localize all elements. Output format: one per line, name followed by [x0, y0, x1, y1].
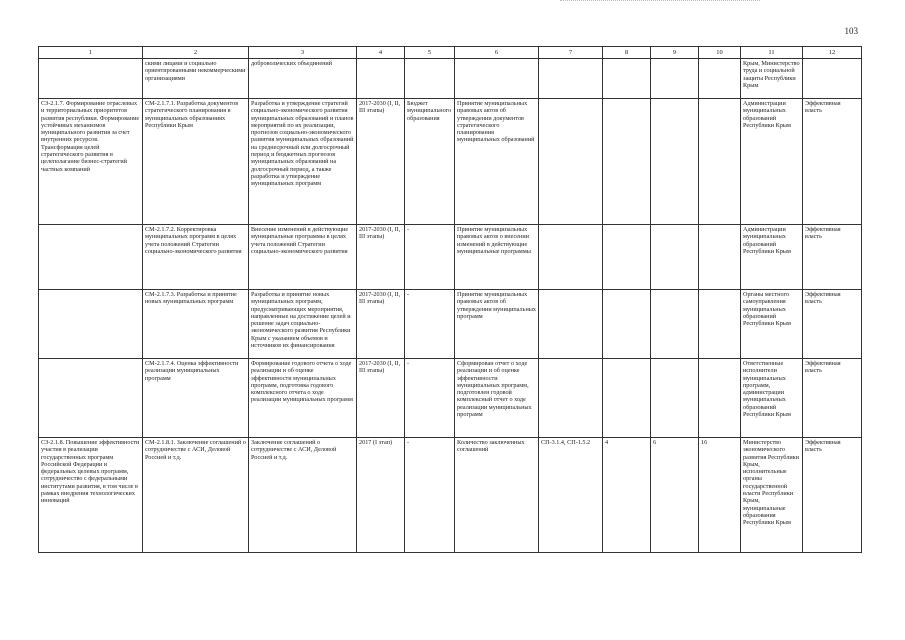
table-cell: [603, 290, 651, 359]
goal-cell: СЗ-2.1.7. Формирование отраслевых и территориальных приоритетов развития республики. Формирование устойчивых механизмов муниципального развития за счет внутренних ресурсов. Трансформация целей стратегического развития в целеполагание бизнес-стратегий частных компаний: [39, 99, 143, 225]
table-cell: 16: [699, 438, 741, 553]
table-cell: [39, 359, 143, 438]
page-number: 103: [844, 26, 858, 36]
header-cell: 6: [455, 47, 539, 59]
table-cell: -: [405, 225, 455, 290]
table-cell: 2017-2030 (I, II, III этапы): [357, 359, 405, 438]
table-cell: Органы местного самоуправления муниципальных образований Республики Крым: [741, 290, 803, 359]
table-cell: [603, 99, 651, 225]
table-row: [39, 438, 862, 553]
table-cell: [699, 359, 741, 438]
scan-artifact: [560, 0, 760, 3]
table-cell: [803, 59, 862, 99]
table-cell: [455, 59, 539, 99]
table-cell: [651, 290, 699, 359]
strategy-table: [38, 46, 862, 553]
header-cell: 10: [699, 47, 741, 59]
table-cell: Внесение изменений в действующие муниципальные программы в целях учета положений Стратегии социально-экономического развития: [249, 225, 357, 290]
table-cell: СМ-2.1.7.2. Корректировка муниципальных программ в целях учета положений Стратегии социально-экономического развития: [143, 225, 249, 290]
table-cell: [651, 59, 699, 99]
table-cell: [603, 359, 651, 438]
table-cell: [39, 59, 143, 99]
table-cell: Эффективная власть: [803, 225, 862, 290]
table-cell: 4: [603, 438, 651, 553]
table-cell: Эффективная власть: [803, 290, 862, 359]
table-cell: -: [405, 290, 455, 359]
table-cell: Министерство экономического развития Республики Крым, исполнительные органы государственной власти Республики Крым, муниципальные образования Республики Крым: [741, 438, 803, 553]
table-cell: [699, 59, 741, 99]
table-cell: [539, 225, 603, 290]
header-cell: 2: [143, 47, 249, 59]
table-cell: Сформирован отчет о ходе реализации и об оценке эффективности муниципальных программ, подготовлен годовой комплексный отчет о ходе реализации муниципальных программ: [455, 359, 539, 438]
table-cell: Эффективная власть: [803, 438, 862, 553]
table-cell: [405, 59, 455, 99]
table-row: [39, 359, 862, 438]
header-cell: 7: [539, 47, 603, 59]
table-cell: Принятие муниципальных правовых актов об утверждении муниципальных программ: [455, 290, 539, 359]
table-cell: [39, 290, 143, 359]
table-cell: -: [405, 359, 455, 438]
table-cell: СМ-2.1.7.3. Разработка и принятие новых муниципальных программ: [143, 290, 249, 359]
table-cell: [539, 359, 603, 438]
table-cell: 2017 (I этап): [357, 438, 405, 553]
table-cell: Количество заключенных соглашений: [455, 438, 539, 553]
header-cell: 1: [39, 47, 143, 59]
table-cell: СП-3.1.4, СП-1.5.2: [539, 438, 603, 553]
table-cell: Разработка и принятие новых муниципальных программ, предусматривающих мероприятия, направленные на достижение целей и решение задач социально-экономического развития Республики Крым с указанием объемов и источников их финансирования: [249, 290, 357, 359]
table-cell: [539, 290, 603, 359]
header-cell: 12: [803, 47, 862, 59]
table-cell: [603, 225, 651, 290]
table-row: [39, 59, 862, 99]
header-row: [39, 47, 862, 59]
table-cell: [651, 225, 699, 290]
header-cell: 5: [405, 47, 455, 59]
table-cell: Принятие муниципальных правовых актов об утверждении документов стратегического планирования муниципальных образований: [455, 99, 539, 225]
header-cell: 3: [249, 47, 357, 59]
table-cell: Эффективная власть: [803, 99, 862, 225]
table-row: [39, 290, 862, 359]
table-cell: Заключение соглашений о сотрудничестве с АСИ, Деловой Россией и т.д.: [249, 438, 357, 553]
table-cell: [651, 99, 699, 225]
header-cell: 8: [603, 47, 651, 59]
table-cell: [699, 290, 741, 359]
table-cell: [539, 59, 603, 99]
table-cell: [603, 59, 651, 99]
table-cell: [357, 59, 405, 99]
table-cell: Эффективная власть: [803, 359, 862, 438]
table-cell: добровольческих объединений: [249, 59, 357, 99]
table-cell: СМ-2.1.7.1. Разработка документов стратегического планирования в муниципальных образованиях Республики Крым: [143, 99, 249, 225]
table-cell: Принятие муниципальных правовых актов о внесении изменений в действующие муниципальные программы: [455, 225, 539, 290]
header-cell: 11: [741, 47, 803, 59]
table-cell: [539, 99, 603, 225]
table-cell: 2017-2030 (I, II, III этапы): [357, 225, 405, 290]
table-cell: Крым, Министерство труда и социальной защиты Республики Крым: [741, 59, 803, 99]
table-cell: Разработка и утверждение стратегий социально-экономического развития муниципальных образований и планов мероприятий по их реализации, прогнозов социально-экономического развития муниципальных образований на среднесрочный или долгосрочный период и бюджетных прогнозов муниципальных образований на долгосрочный период, а также разработка и утверждение муниципальных программ: [249, 99, 357, 225]
table-cell: СМ-2.1.8.1. Заключение соглашений о сотрудничестве с АСИ, Деловой Россией и т.д.: [143, 438, 249, 553]
table-cell: 6: [651, 438, 699, 553]
table-cell: Ответственные исполнители муниципальных программ, администрации муниципальных образований Республики Крым: [741, 359, 803, 438]
table-cell: СМ-2.1.7.4. Оценка эффективности реализации муниципальных программ: [143, 359, 249, 438]
table-cell: Администрации муниципальных образований Республики Крым: [741, 225, 803, 290]
table-cell: Формирование годового отчета о ходе реализации и об оценке эффективности муниципальных программ, подготовка годового комплексного отчета о ходе реализации муниципальных программ: [249, 359, 357, 438]
table-cell: 2017-2030 (I, II, III этапы): [357, 290, 405, 359]
table-row: [39, 99, 862, 225]
header-cell: 9: [651, 47, 699, 59]
table-cell: 2017-2030 (I, II, III этапы): [357, 99, 405, 225]
table-cell: [699, 225, 741, 290]
table-cell: [699, 99, 741, 225]
table-cell: [39, 225, 143, 290]
goal-cell: СЗ-2.1.8. Повышение эффективности участия в реализации государственных программ Российской Федерации и федеральных целевых программ, сотрудничество с федеральными институтами развития, в том числе в рамках внедрения технологических инноваций: [39, 438, 143, 553]
table-cell: -: [405, 438, 455, 553]
table-cell: скими лицами и социально ориентированными некоммерческими организациями: [143, 59, 249, 99]
table-cell: Администрации муниципальных образований Республики Крым: [741, 99, 803, 225]
table-cell: Бюджет муниципального образования: [405, 99, 455, 225]
header-cell: 4: [357, 47, 405, 59]
table-row: [39, 225, 862, 290]
table-cell: [651, 359, 699, 438]
